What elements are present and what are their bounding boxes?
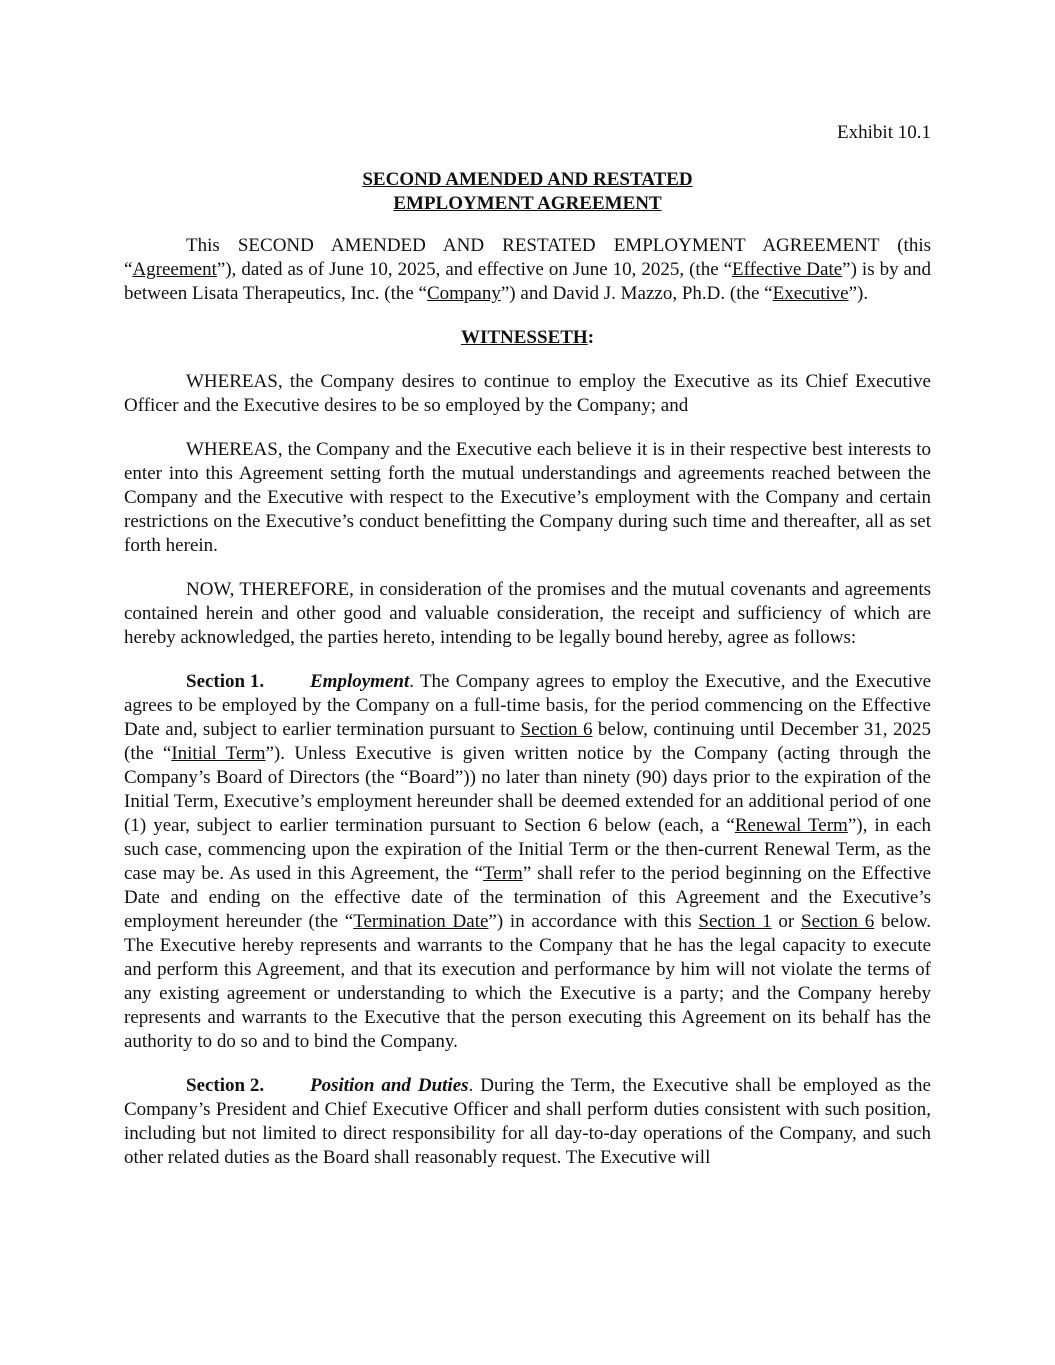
section-1-text-1: The Company agrees to employ the Executive, and the Executive agrees to be employed by the Company on a full-time basis, for the period commencing on the Effective Date and, subject to earlier termination pursuant to [124, 671, 931, 740]
intro-paragraph [124, 234, 931, 306]
document-page [124, 118, 931, 1190]
section-1-reference: Section 1 [698, 911, 772, 932]
witnesseth-colon: : [587, 327, 595, 348]
section-1-title: Employment [310, 671, 410, 692]
section-1-text-5: ” shall refer to the period beginning on the Effective Date and ending on the effective date of the termination of this Agreement and the Executive’s employment hereunder (the “ [124, 863, 932, 932]
section-2-number: Section 2. [186, 1075, 265, 1096]
section-1-text-7: or [771, 911, 802, 932]
defined-term-term: Term [482, 863, 523, 884]
defined-term-company: Company [426, 283, 501, 304]
section-2-title-period: . [468, 1075, 474, 1096]
exhibit-label: Exhibit 10.1 [837, 122, 931, 143]
section-2-text: During the Term, the Executive shall be employed as the Company’s President and Chief Executive Officer and shall perform duties consistent with such position, including but not limited to direct responsibility for all day-to-day operations of the Company, and such other related duties as the Board shall reasonably request. The Executive will [124, 1075, 931, 1168]
section-6-reference: Section 6 [520, 719, 593, 740]
title-line-1: SECOND AMENDED AND RESTATED [362, 169, 693, 190]
section-1-text-2: below, continuing until December 31, 2025 (the “ [124, 719, 931, 764]
section-2-paragraph [124, 1074, 931, 1170]
whereas-paragraph-2: WHEREAS, the Company and the Executive each believe it is in their respective best interests to enter into this Agreement setting forth the mutual understandings and agreements reached between the Company and the Executive with respect to the Executive’s employment with the Company and certain restrictions on the Executive’s conduct benefitting the Company during such time and thereafter, all as set forth herein. [124, 439, 931, 556]
defined-term-renewal-term: Renewal Term [734, 815, 848, 836]
witnesseth-heading [124, 326, 931, 350]
witnesseth-label: WITNESSETH [460, 327, 588, 348]
section-1-text-4: ”), in each such case, commencing upon the expiration of the Initial Term or the then-current Renewal Term, as the case may be. As used in this Agreement, the “ [124, 815, 931, 884]
now-therefore-paragraph: NOW, THEREFORE, in consideration of the promises and the mutual covenants and agreements contained herein and other good and valuable consideration, the receipt and sufficiency of which are hereby acknowledged, the parties hereto, intending to be legally bound hereby, agree as follows: [124, 579, 931, 648]
section-6-reference-2: Section 6 [801, 911, 875, 932]
defined-term-agreement: Agreement [132, 259, 217, 280]
intro-text-2: ”), dated as of June 10, 2025, and effective on June 10, 2025, (the “ [216, 259, 733, 280]
defined-term-termination-date: Termination Date [353, 911, 489, 932]
section-1-number: Section 1. [186, 671, 265, 692]
defined-term-executive: Executive [772, 283, 849, 304]
section-2-title: Position and Duties [310, 1075, 469, 1096]
section-1-text-3: ”). Unless Executive is given written notice by the Company (acting through the Company’s Board of Directors (the “Board”)) no later than ninety (90) days prior to the expiration of the Initial Term, Executive’s employment hereunder shall be deemed extended for an additional period of one (1) year, subject to earlier termination pursuant to Section 6 below (each, a “ [124, 743, 931, 836]
intro-text-3: ”) is by and between Lisata Therapeutics, Inc. (the “ [124, 259, 931, 304]
section-1-text-6: ”) in accordance with this [488, 911, 699, 932]
section-1-paragraph [124, 670, 931, 1054]
defined-term-effective-date: Effective Date [732, 259, 843, 280]
section-1-title-period: . [409, 671, 414, 692]
intro-text-4: ”) and David J. Mazzo, Ph.D. (the “ [500, 283, 773, 304]
title-line-2: EMPLOYMENT AGREEMENT [393, 193, 662, 214]
document-title [124, 168, 931, 216]
intro-text-1: This SECOND AMENDED AND RESTATED EMPLOYMENT AGREEMENT (this “ [124, 235, 931, 280]
defined-term-initial-term: Initial Term [171, 743, 266, 764]
intro-text-5: ”). [848, 283, 869, 304]
whereas-paragraph-1: WHEREAS, the Company desires to continue to employ the Executive as its Chief Executive Officer and the Executive desires to be so employed by the Company; and [124, 371, 931, 416]
section-1-text-8: below. The Executive hereby represents and warrants to the Company that he has the legal capacity to execute and perform this Agreement, and that its execution and performance by him will not violate the terms of any existing agreement or understanding to which the Executive is a party; and the Company hereby represents and warrants to the Executive that the person executing this Agreement on its behalf has the authority to do so and to bind the Company. [124, 911, 931, 1052]
